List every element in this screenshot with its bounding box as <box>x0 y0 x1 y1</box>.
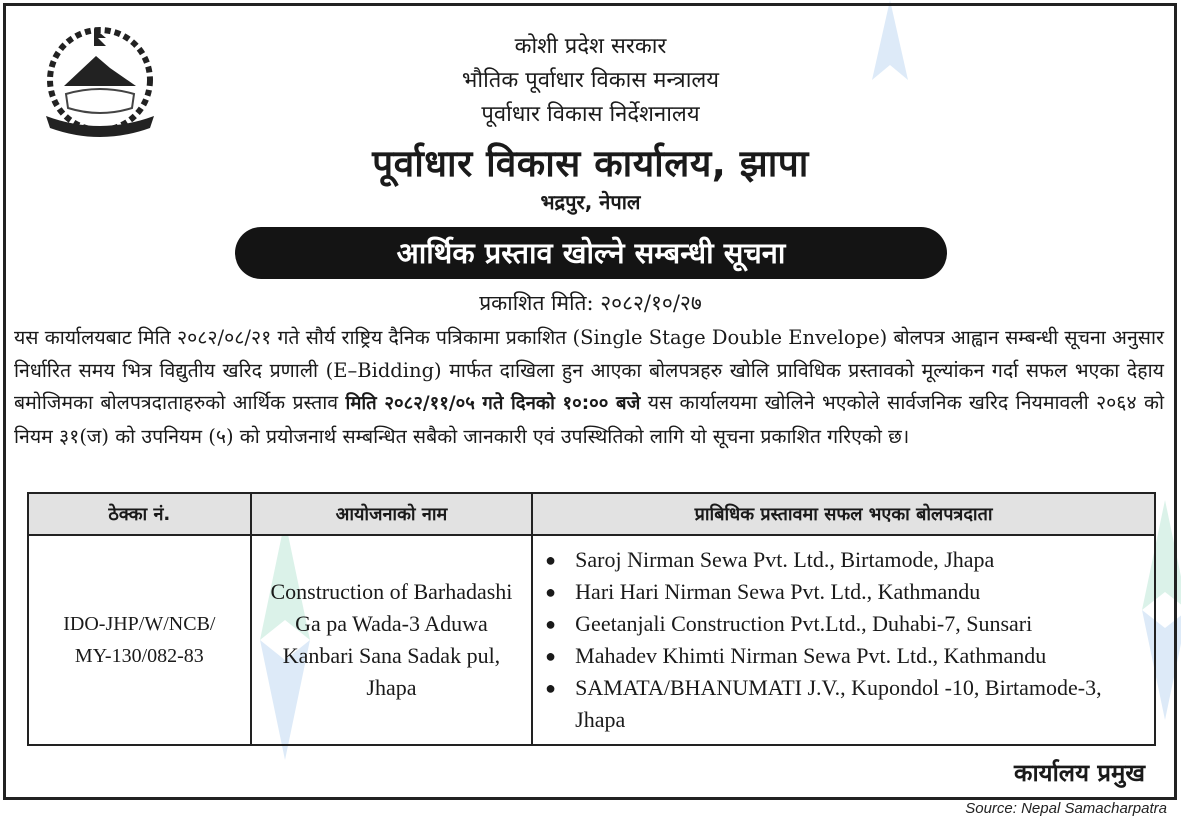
opening-date-time: मिति २०८२/११/०५ गते दिनको १०:०० बजे <box>345 393 641 414</box>
bullet-icon: ● <box>545 550 557 570</box>
list-item: ● Hari Hari Nirman Sewa Pvt. Ltd., Kathmandu <box>543 576 1146 608</box>
notice-title-banner: आर्थिक प्रस्ताव खोल्ने सम्बन्धी सूचना <box>235 227 947 279</box>
notice-body <box>14 322 1164 453</box>
project-name-cell: Construction of Barhadashi Ga pa Wada-3 Aduwa Kanbari Sana Sadak pul, Jhapa <box>251 535 532 745</box>
office-chief-signature: कार्यालय प्रमुख <box>1014 759 1145 787</box>
office-location: भद्रपुर, नेपाल <box>540 190 641 214</box>
list-item: ● SAMATA/BHANUMATI J.V., Kupondol -10, Birtamode-3, Jhapa <box>543 672 1146 736</box>
bullet-icon: ● <box>545 646 557 666</box>
bullet-icon: ● <box>545 582 557 602</box>
contract-no-cell: IDO-JHP/W/NCB/ MY-130/082-83 <box>28 535 251 745</box>
bullet-icon: ● <box>545 614 557 634</box>
body-text-1: यस कार्यालयबाट मिति २०८२/०८/२१ गते सौर्य राष्ट्रिय दैनिक पत्रिकामा प्रकाशित (Single Stage Double Envelope) बोलपत्र आह्वान सम्बन्धी सूचना अनुसार निर्धारित समय भित्र विद्युतीय खरिद प्रणाली (E–Bidding) मार्फत दाखिला हुन आएका बोलपत्रहरु खोलि प्राविधिक प्रस्तावको मूल्यांकन गर्दा सफल भएका देहाय बमोजिमका बोलपत्रदाताहरुको आर्थिक प्रस्ताव <box>14 326 1164 414</box>
published-date: प्रकाशित मिति: २०८२/१०/२७ <box>479 291 702 315</box>
list-item: ● Saroj Nirman Sewa Pvt. Ltd., Birtamode, Jhapa <box>543 544 1146 576</box>
list-item: ● Geetanjali Construction Pvt.Ltd., Duhabi-7, Sunsari <box>543 608 1146 640</box>
province-government: कोशी प्रदेश सरकार <box>514 34 667 59</box>
table-row <box>28 535 1155 745</box>
list-item: ● Mahadev Khimti Nirman Sewa Pvt. Ltd., Kathmandu <box>543 640 1146 672</box>
bidders-list <box>543 544 1146 736</box>
table-header-row <box>28 493 1155 535</box>
body-text-2: यस कार्यालयमा खोलिने भएकोले सार्वजनिक खरिद नियमावली २०६४ को नियम ३१(ज) को उपनियम (५) को प्रयोजनार्थ सम्बन्धित सबैको जानकारी एवं उपस्थितिको लागि यो सूचना प्रकाशित गरिएको छ। <box>14 391 1164 448</box>
bidders-cell <box>532 535 1155 745</box>
bullet-icon: ● <box>545 678 557 698</box>
source-caption: Source: Nepal Samacharpatra <box>965 800 1167 817</box>
office-name: पूर्वाधार विकास कार्यालय, झापा <box>372 142 809 185</box>
header-successful-bidders: प्राबिधिक प्रस्तावमा सफल भएका बोलपत्रदाता <box>532 493 1155 535</box>
ministry-name: भौतिक पूर्वाधार विकास मन्त्रालय <box>461 68 720 93</box>
header-project-name: आयोजनाको नाम <box>251 493 532 535</box>
header-contract-no: ठेक्का नं. <box>28 493 251 535</box>
directorate-name: पूर्वाधार विकास निर्देशनालय <box>481 102 700 127</box>
bidders-table <box>27 492 1156 746</box>
